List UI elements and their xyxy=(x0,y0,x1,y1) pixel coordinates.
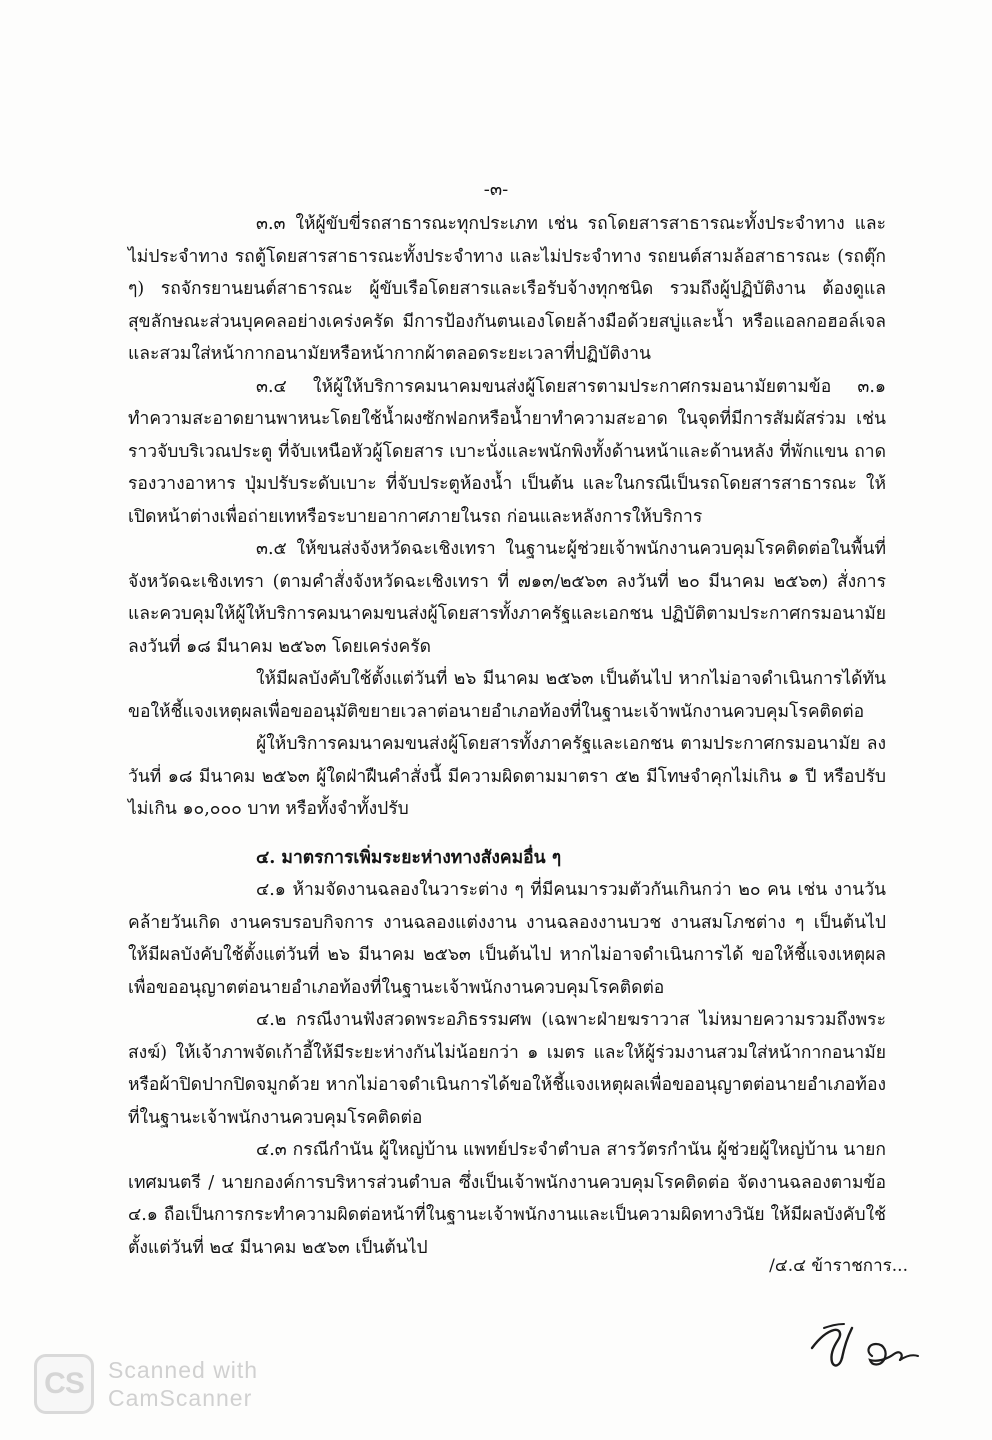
paragraph-penalty: ผู้ให้บริการคมนาคมขนส่งผู้โดยสารทั้งภาครัฐและเอกชน ตามประกาศกรมอนามัย ลงวันที่ ๑๘ มีนาคม ๒๕๖๓ ผู้ใดฝ่าฝืนคำสั่งนี้ มีความผิดตามมาตรา ๕๒ มีโทษจำคุกไม่เกิน ๑ ปี หรือปรับไม่เกิน ๑๐,๐๐๐ บาท หรือทั้งจำทั้งปรับ xyxy=(128,734,886,819)
paragraph-4-3: ๔.๓ กรณีกำนัน ผู้ใหญ่บ้าน แพทย์ประจำตำบล สารวัตรกำนัน ผู้ช่วยผู้ใหญ่บ้าน นายกเทศมนตรี / นายกองค์การบริหารส่วนตำบล ซึ่งเป็นเจ้าพนักงานควบคุมโรคติดต่อ จัดงานฉลองตามข้อ ๔.๑ ถือเป็นการกระทำความผิดต่อหน้าที่ในฐานะเจ้าพนักงานและเป็นความผิดทางวินัย ให้มีผลบังคับใช้ตั้งแต่วันที่ ๒๔ มีนาคม ๒๕๖๓ เป็นต้นไป xyxy=(128,1140,886,1258)
paragraph-4-2: ๔.๒ กรณีงานฟังสวดพระอภิธรรมศพ (เฉพาะฝ่ายฆราวาส ไม่หมายความรวมถึงพระสงฆ์) ให้เจ้าภาพจัดเก้าอี้ให้มีระยะห่างกันไม่น้อยกว่า ๑ เมตร และให้ผู้ร่วมงานสวมใส่หน้ากากอนามัยหรือผ้าปิดปากปิดจมูกด้วย หากไม่อาจดำเนินการได้ขอให้ชี้แจงเหตุผลเพื่อขออนุญาตต่อนายอำเภอท้องที่ในฐานะเจ้าพนักงานควบคุมโรคติดต่อ xyxy=(128,1010,886,1128)
paragraph-3-5: ๓.๕ ให้ขนส่งจังหวัดฉะเชิงเทรา ในฐานะผู้ช่วยเจ้าพนักงานควบคุมโรคติดต่อในพื้นที่จังหวัดฉะเชิงเทรา (ตามคำสั่งจังหวัดฉะเชิงเทรา ที่ ๗๑๓/๒๕๖๓ ลงวันที่ ๒๐ มีนาคม ๒๕๖๓) สั่งการและควบคุมให้ผู้ให้บริการคมนาคมขนส่งผู้โดยสารทั้งภาครัฐและเอกชน ปฏิบัติตามประกาศกรมอนามัย ลงวันที่ ๑๘ มีนาคม ๒๕๖๓ โดยเคร่งครัด xyxy=(128,539,886,657)
paragraph-4-1: ๔.๑ ห้ามจัดงานฉลองในวาระต่าง ๆ ที่มีคนมารวมตัวกันเกินกว่า ๒๐ คน เช่น งานวันคล้ายวันเกิด งานครบรอบกิจการ งานฉลองแต่งงาน งานฉลองงานบวช งานสมโภชต่าง ๆ เป็นต้นไป ให้มีผลบังคับใช้ตั้งแต่วันที่ ๒๖ มีนาคม ๒๕๖๓ เป็นต้นไป หากไม่อาจดำเนินการได้ ขอให้ชี้แจงเหตุผลเพื่อขออนุญาตต่อนายอำเภอท้องที่ในฐานะเจ้าพนักงานควบคุมโรคติดต่อ xyxy=(128,880,886,998)
watermark-text xyxy=(108,1356,258,1412)
paragraph-3-3: ๓.๓ ให้ผู้ขับขี่รถสาธารณะทุกประเภท เช่น รถโดยสารสาธารณะทั้งประจำทาง และไม่ประจำทาง รถตู้โดยสารสาธารณะทั้งประจำทาง และไม่ประจำทาง รถยนต์สามล้อสาธารณะ (รถตุ๊ก ๆ) รถจักรยานยนต์สาธารณะ ผู้ขับเรือโดยสารและเรือรับจ้างทุกชนิด รวมถึงผู้ปฏิบัติงาน ต้องดูแลสุขลักษณะส่วนบุคคลอย่างเคร่งครัด มีการป้องกันตนเองโดยล้างมือด้วยสบู่และน้ำ หรือแอลกอฮอล์เจล และสวมใส่หน้ากากอนามัยหรือหน้ากากผ้าตลอดระยะเวลาที่ปฏิบัติงาน xyxy=(128,214,886,364)
handwritten-signature-icon xyxy=(796,1310,936,1380)
watermark-line-1: Scanned with xyxy=(108,1357,259,1383)
paragraph-effective-date: ให้มีผลบังคับใช้ตั้งแต่วันที่ ๒๖ มีนาคม ๒๕๖๓ เป็นต้นไป หากไม่อาจดำเนินการได้ทัน ขอให้ชี้แจงเหตุผลเพื่อขออนุมัติขยายเวลาต่อนายอำเภอท้องที่ในฐานะเจ้าพนักงานควบคุมโรคติดต่อ xyxy=(128,669,886,722)
watermark-line-2: CamScanner xyxy=(108,1385,253,1411)
paragraph-3-4: ๓.๔ ให้ผู้ให้บริการคมนาคมขนส่งผู้โดยสารตามประกาศกรมอนามัยตามข้อ ๓.๑ ทำความสะอาดยานพาหนะโดยใช้น้ำผงซักฟอกหรือน้ำยาทำความสะอาด ในจุดที่มีการสัมผัสร่วม เช่น ราวจับบริเวณประตู ที่จับเหนือหัวผู้โดยสาร เบาะนั่งและพนักพิงทั้งด้านหน้าและด้านหลัง ที่พักแขน ถาดรองวางอาหาร ปุ่มปรับระดับเบาะ ที่จับประตูห้องน้ำ เป็นต้น และในกรณีเป็นรถโดยสารสาธารณะ ให้เปิดหน้าต่างเพื่อถ่ายเทหรือระบายอากาศภายในรถ ก่อนและหลังการให้บริการ xyxy=(128,376,886,527)
next-page-reference: /๔.๔ ข้าราชการ... xyxy=(769,1256,908,1276)
heading-section-4: ๔. มาตรการเพิ่มระยะห่างทางสังคมอื่น ๆ xyxy=(256,847,562,868)
camscanner-logo-icon: CS xyxy=(34,1354,94,1414)
document-body xyxy=(128,208,886,1264)
page-number: -๓- xyxy=(483,179,509,200)
camscanner-watermark xyxy=(34,1354,258,1414)
